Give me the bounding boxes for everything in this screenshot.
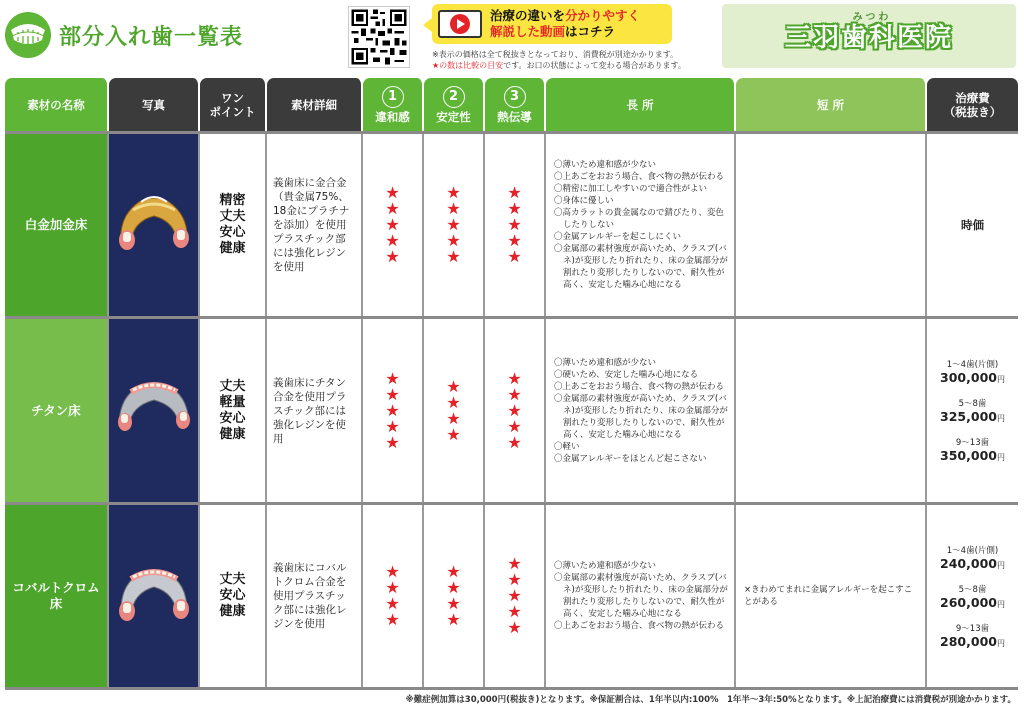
stars-discomfort xyxy=(363,319,424,502)
pros-item: 〇高カラットの貴金属なので錆びたり、変色したりしない xyxy=(554,208,724,230)
cost-unit: 円 xyxy=(996,599,1005,609)
video-link[interactable] xyxy=(432,4,672,44)
stars-heat xyxy=(485,319,546,502)
pros-item: 〇上あごをおおう場合、食べ物の熱が伝わる xyxy=(554,172,725,182)
col-discomfort: 1 違和感 xyxy=(363,78,424,131)
star-icon: ★ xyxy=(385,610,400,629)
pros-list xyxy=(546,319,736,502)
star-icon: ★ xyxy=(385,215,400,234)
star-icon: ★ xyxy=(507,231,522,250)
qr-code[interactable] xyxy=(348,6,410,68)
table-row xyxy=(5,505,1018,690)
pros-item: 〇金属部の素材強度が高いため、クラスプ(バネ)が変形したり折れたり、床の金属部分が割れたり変形したりしないので、耐久性が高く、安定した噛み心地になる xyxy=(554,573,728,619)
star-icon: ★ xyxy=(385,578,400,597)
star-icon: ★ xyxy=(507,215,522,234)
col-cons: 短 所 xyxy=(736,78,927,131)
cost-group xyxy=(940,397,1005,424)
cons-text xyxy=(736,319,927,502)
pros-item: 〇身体に優しい xyxy=(554,196,614,206)
pros-item: 〇薄いため違和感が少ない xyxy=(554,561,657,571)
title-group xyxy=(5,12,243,58)
star-icon: ★ xyxy=(507,368,522,388)
cost-range: 9〜13歯 xyxy=(955,623,990,634)
star-icon: ★ xyxy=(385,400,400,420)
star-icon: ★ xyxy=(507,432,522,452)
star-icon: ★ xyxy=(385,231,400,250)
cost-range: 1〜4歯(片側) xyxy=(946,545,999,556)
star-icon: ★ xyxy=(507,384,522,404)
star-icon: ★ xyxy=(385,416,400,436)
one-point: 丈夫 安心 健康 xyxy=(200,505,267,687)
gold-denture-image xyxy=(111,186,197,264)
cost-range: 1〜4歯(片側) xyxy=(946,360,999,370)
footer-note: ※難症例加算は30,000円(税抜き)となります。※保証割合は、1年半以内:100% 1年半〜3年:50%となります。※上記治療費には消費税が別途かかります。 xyxy=(405,695,1016,705)
cost-group xyxy=(940,544,1005,571)
star-icon: ★ xyxy=(446,610,461,629)
titanium-denture-image xyxy=(111,372,197,450)
cost-price: 325,000円 xyxy=(940,409,1005,424)
cost-group xyxy=(940,583,1005,610)
denture-photo xyxy=(109,319,200,502)
cost-cell xyxy=(927,319,1018,502)
star-icon: ★ xyxy=(507,400,522,420)
pros-item: 〇硬いため、安定した噛み心地になる xyxy=(554,369,699,380)
pros-item: 〇薄いため違和感が少ない xyxy=(554,357,657,368)
denture-photo xyxy=(109,134,200,316)
col-detail: 素材詳細 xyxy=(267,78,363,131)
cobalt-denture-image xyxy=(111,557,197,635)
star-icon: ★ xyxy=(507,183,522,202)
cost-range: 5〜8歯 xyxy=(958,399,987,409)
star-icon: ★ xyxy=(385,562,400,581)
cost-unit: 円 xyxy=(996,560,1005,570)
stars-discomfort xyxy=(363,134,424,316)
cost-price: 時価 xyxy=(961,218,984,232)
star-icon: ★ xyxy=(446,392,461,412)
pros-item: 〇金属部の素材強度が高いため、クラスプ(バネ)が変形したり折れたり、床の金属部分が割れたり変形したりしないので、耐久性が高く、安定した噛み心地になる xyxy=(554,393,728,440)
material-detail: 義歯床にチタン合金を使用プラスチック部には強化レジンを使用 xyxy=(267,319,363,502)
pros-item: 〇薄いため違和感が少ない xyxy=(554,160,657,170)
cost-unit: 円 xyxy=(996,375,1005,384)
pros-item: 〇上あごをおおう場合、食べ物の熱が伝わる xyxy=(554,381,725,392)
teeth-icon xyxy=(5,12,51,58)
cost-range: 5〜8歯 xyxy=(958,584,987,595)
cost-unit: 円 xyxy=(996,638,1005,648)
col-cost: 治療費 （税抜き） xyxy=(927,78,1018,131)
page-header xyxy=(0,0,1024,76)
col-heat: 3 熱伝導 xyxy=(485,78,546,131)
page-title: 部分入れ歯一覧表 xyxy=(59,24,244,50)
star-icon: ★ xyxy=(385,199,400,218)
stars-stability xyxy=(424,505,485,687)
stars-heat xyxy=(485,505,546,687)
star-icon: ★ xyxy=(446,424,461,444)
material-detail: 義歯床にコバルトクロム合金を使用プラスチック部には強化レジンを使用 xyxy=(267,505,363,687)
pros-item: 〇精密に加工しやすいので適合性がよい xyxy=(554,184,708,194)
pros-item: 〇金属部の素材強度が高いため、クラスプ(バネ)が変形したり折れたり、床の金属部分が割れたり変形したりしないので、耐久性が高く、安定した噛み心地になる xyxy=(554,244,728,290)
cost-price: 350,000円 xyxy=(940,448,1005,463)
clinic-ruby: みつわ xyxy=(852,12,892,23)
star-icon: ★ xyxy=(507,247,522,266)
cost-price: 260,000円 xyxy=(940,594,1005,610)
stars-discomfort xyxy=(363,505,424,687)
star-icon: ★ xyxy=(507,416,522,436)
cost-cell xyxy=(927,505,1018,687)
col-photo: 写真 xyxy=(109,78,200,131)
star-icon: ★ xyxy=(446,215,461,234)
material-name: コバルトクロム 床 xyxy=(5,505,109,687)
pros-item: 〇軽い xyxy=(554,441,580,452)
col-name: 素材の名称 xyxy=(5,78,109,131)
pros-item: 〇上あごをおおう場合、食べ物の熱が伝わる xyxy=(554,621,725,631)
star-icon: ★ xyxy=(507,570,522,589)
cost-group xyxy=(940,622,1005,649)
pros-list xyxy=(546,134,736,316)
denture-photo xyxy=(109,505,200,687)
stars-stability xyxy=(424,319,485,502)
cons-text xyxy=(736,134,927,316)
star-icon: ★ xyxy=(385,594,400,613)
star-icon: ★ xyxy=(446,231,461,250)
cost-price: 240,000円 xyxy=(940,555,1005,571)
clinic-name: 三羽歯科医院 xyxy=(784,23,953,53)
cost-range: 9〜13歯 xyxy=(955,438,990,448)
cost-cell xyxy=(927,134,1018,316)
star-icon: ★ xyxy=(507,586,522,605)
table-row xyxy=(5,319,1018,505)
star-icon: ★ xyxy=(446,199,461,218)
star-icon: ★ xyxy=(446,376,461,396)
star-icon: ★ xyxy=(385,432,400,452)
play-video-icon xyxy=(438,10,482,38)
material-name: チタン床 xyxy=(5,319,109,502)
star-icon: ★ xyxy=(446,247,461,266)
denture-table xyxy=(5,78,1018,690)
star-icon: ★ xyxy=(385,183,400,202)
star-icon: ★ xyxy=(507,618,522,637)
table-header-row xyxy=(5,78,1018,131)
star-icon: ★ xyxy=(507,199,522,218)
star-icon: ★ xyxy=(446,562,461,581)
table-row xyxy=(5,131,1018,319)
col-stability: 2 安定性 xyxy=(424,78,485,131)
stars-heat xyxy=(485,134,546,316)
material-name: 白金加金床 xyxy=(5,134,109,316)
cost-group xyxy=(940,436,1005,463)
pros-item: 〇金属アレルギーを起こしにくい xyxy=(554,232,681,242)
star-icon: ★ xyxy=(385,368,400,388)
cost-unit: 円 xyxy=(996,453,1005,462)
clinic-logo xyxy=(722,4,1016,68)
pros-list xyxy=(546,505,736,687)
video-link-text: 治療の違いを分かりやすく 解説した動画はコチラ xyxy=(490,8,641,39)
star-icon: ★ xyxy=(385,247,400,266)
cost-group xyxy=(940,358,1005,385)
header-notes: ※表示の価格は全て税抜きとなっており、消費税が別途かかります。 ★の数は比較の目安です。お口の状態によって変わる場合があります。 xyxy=(432,50,686,70)
star-icon: ★ xyxy=(507,554,522,573)
pros-item: 〇金属アレルギーをほとんど起こさない xyxy=(554,453,707,464)
cost-price: 280,000円 xyxy=(940,633,1005,649)
star-icon: ★ xyxy=(446,578,461,597)
one-point: 精密 丈夫 安心 健康 xyxy=(200,134,267,316)
star-icon: ★ xyxy=(446,408,461,428)
col-point: ワン ポイント xyxy=(200,78,267,131)
star-icon: ★ xyxy=(507,602,522,621)
cost-unit: 円 xyxy=(996,414,1005,423)
star-icon: ★ xyxy=(446,183,461,202)
stars-stability xyxy=(424,134,485,316)
star-icon: ★ xyxy=(446,594,461,613)
star-icon: ★ xyxy=(385,384,400,404)
cons-text: ×きわめてまれに金属アレルギーを起こすことがある xyxy=(736,505,927,687)
material-detail: 義歯床に金合金（貴金属75%、18金にプラチナを添加）を使用プラスチック部には強化レジンを使用 xyxy=(267,134,363,316)
one-point: 丈夫 軽量 安心 健康 xyxy=(200,319,267,502)
cost-price: 300,000円 xyxy=(940,370,1005,385)
col-pros: 長 所 xyxy=(546,78,736,131)
